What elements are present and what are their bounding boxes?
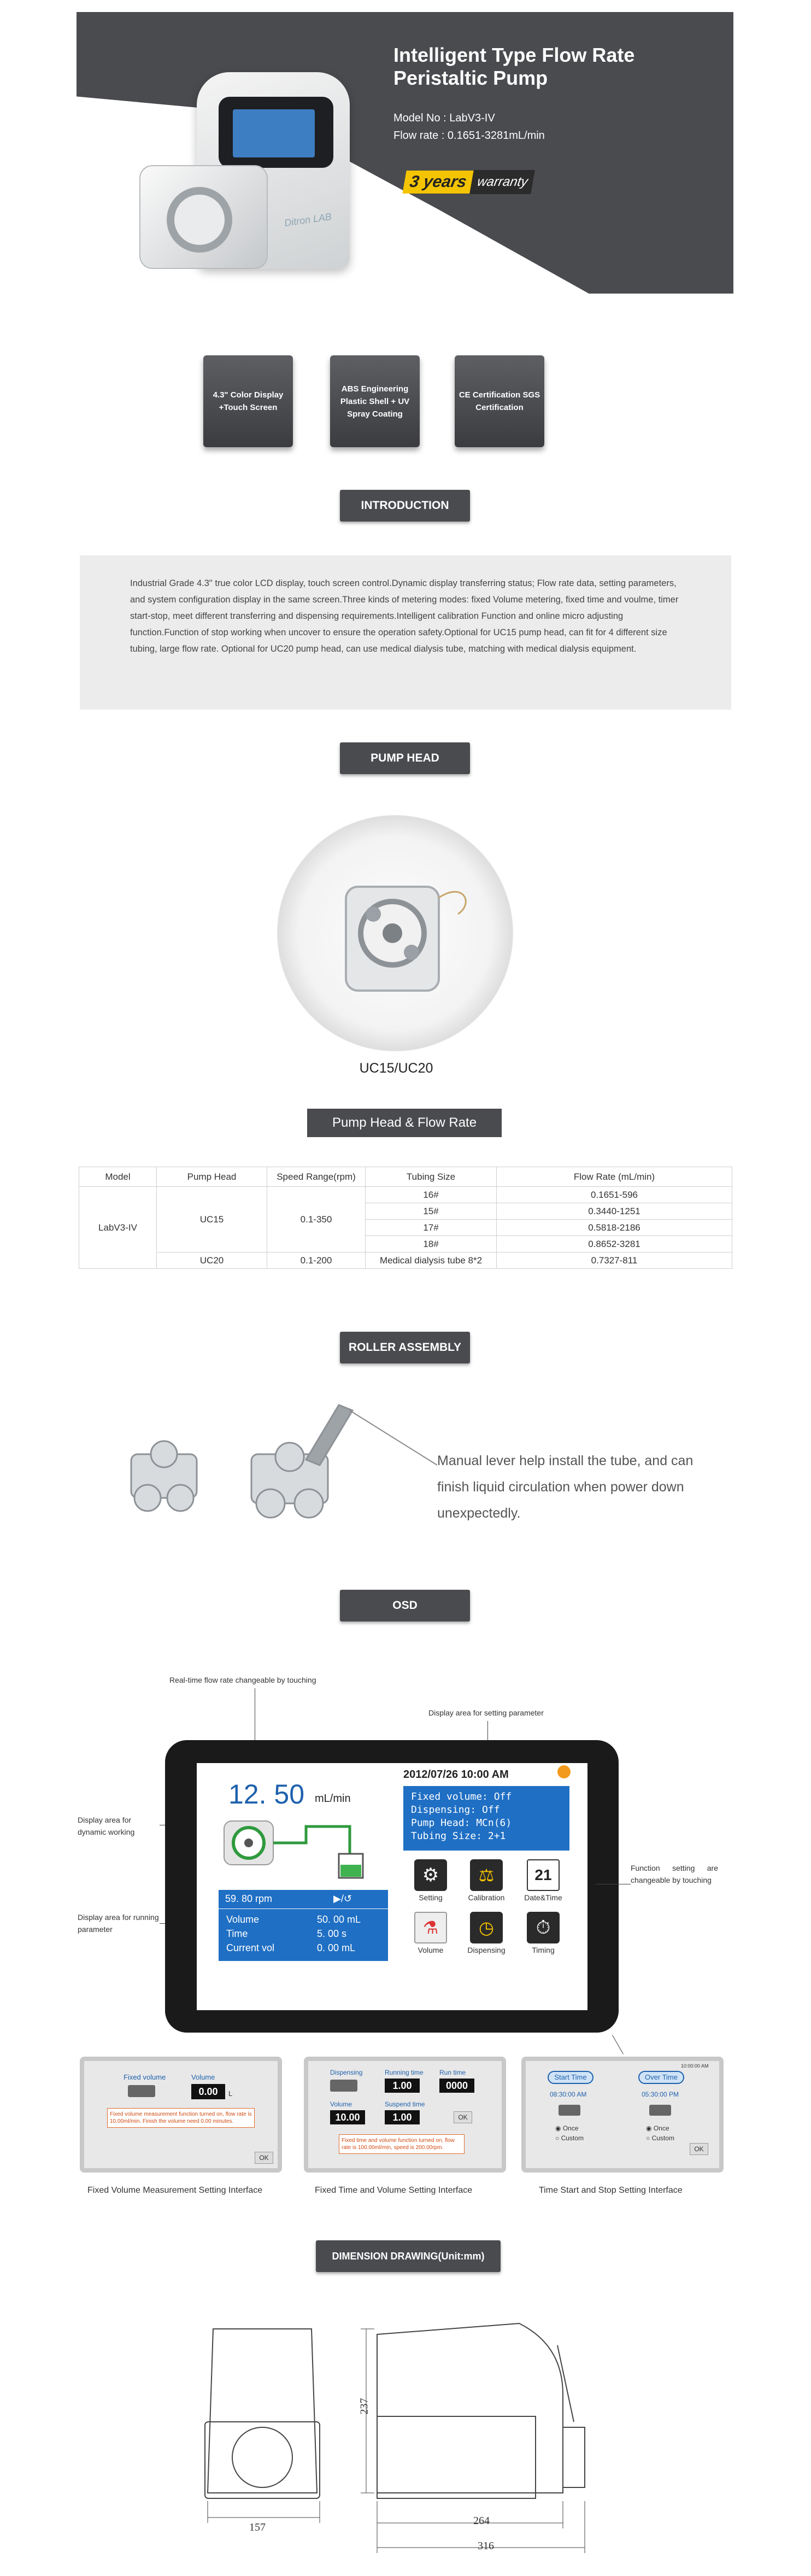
direction-icon[interactable]: ▶/↺ xyxy=(333,1893,352,1904)
cell-tubing: 16# xyxy=(366,1187,497,1203)
button-label: Dispensing xyxy=(467,1946,506,1954)
pump-head-label: UC15/UC20 xyxy=(359,1061,433,1076)
flow-rate-table xyxy=(79,1167,732,1269)
timer-icon: ⏱ xyxy=(527,1912,560,1943)
ok-button[interactable]: OK xyxy=(454,2111,472,2123)
option-label: Custom xyxy=(651,2134,674,2142)
section-pump-head-flow: Pump Head & Flow Rate xyxy=(307,1109,502,1137)
setting-button[interactable] xyxy=(404,1859,457,1902)
start-time-button[interactable]: Start Time xyxy=(548,2071,593,2084)
dynamic-pump-icon xyxy=(219,1810,388,1881)
iface-label: Fixed volume xyxy=(124,2073,166,2081)
note-setting: Display area for setting parameter xyxy=(428,1708,544,1717)
cell-flow: 0.5818-2186 xyxy=(497,1220,732,1236)
cell-tubing: Medical dialysis tube 8*2 xyxy=(366,1252,497,1269)
cell-flow: 0.8652-3281 xyxy=(497,1236,732,1252)
section-roller: ROLLER ASSEMBLY xyxy=(340,1332,470,1363)
note-running: Display area for running parameter xyxy=(78,1913,159,1934)
fixed-volume-interface xyxy=(80,2057,282,2173)
button-label: Setting xyxy=(419,1893,443,1902)
section-osd: OSD xyxy=(340,1590,470,1621)
iface-label: Run time xyxy=(439,2069,466,2076)
caption-fixed-time: Fixed Time and Volume Setting Interface xyxy=(315,2186,473,2195)
custom-option[interactable]: ○ Custom xyxy=(646,2134,674,2142)
button-label: Volume xyxy=(418,1946,444,1954)
toggle-switch[interactable] xyxy=(559,2105,580,2116)
cell-head-uc20: UC20 xyxy=(157,1252,267,1269)
clock-icon: ◷ xyxy=(470,1912,503,1943)
param-line: Fixed volume: Off xyxy=(411,1791,512,1802)
note-function: Function setting are changeable by touching xyxy=(631,1864,718,1884)
hero-banner xyxy=(77,12,733,294)
roller-assembly-image xyxy=(109,1389,437,1553)
timing-interface xyxy=(521,2057,724,2173)
warranty-badge xyxy=(402,168,536,196)
gear-icon: ⚙ xyxy=(414,1859,447,1891)
alarm-icon xyxy=(557,1765,571,1778)
section-pump-head: PUMP HEAD xyxy=(340,742,470,774)
iface-note: Fixed volume measurement function turned on, flow rate is 10.00ml/min. Finish the volume need 0.00 minutes. xyxy=(107,2108,255,2128)
device-rotor xyxy=(167,187,232,253)
feature-display: 4.3" Color Display +Touch Screen xyxy=(203,355,293,447)
volume-value[interactable]: 10.00 xyxy=(330,2110,365,2124)
datetime: 2012/07/26 10:00 AM xyxy=(403,1769,509,1781)
cell-tubing: 17# xyxy=(366,1220,497,1236)
suspend-time-value[interactable]: 1.00 xyxy=(385,2110,420,2124)
intro-text: Industrial Grade 4.3" true color LCD display, touch screen control.Dynamic display transferring status; Flow rate data, setting parameters, and system configuration display in the same screen.Three kinds of metering modes: fixed Volume metering, fixed time and voulme, timer start-stop, meet different transferring and dispensing requirements.Intelligent calibration Function and online micro adjusting function.Function of stop working when uncover to ensure the operation safety.Optional for UC15 pump head, can fit for 4 different size tubing, large flow rate. Optional for UC20 pump head, can use medical dialysis tube, matching with medical dialysis equipment. xyxy=(80,555,731,710)
flow-value[interactable]: 12. 50 xyxy=(228,1779,305,1810)
run-value: 5. 00 s xyxy=(317,1928,347,1939)
flow-unit: mL/min xyxy=(315,1793,351,1805)
button-label: Timing xyxy=(532,1946,555,1954)
pointer-line xyxy=(612,2035,624,2054)
cell-tubing: 15# xyxy=(366,1203,497,1220)
timing-button[interactable] xyxy=(517,1912,569,1954)
model-number: Model No : LabV3-IV xyxy=(393,112,495,124)
dim-height: 237 xyxy=(358,2398,371,2415)
toggle-switch[interactable] xyxy=(128,2085,155,2097)
iface-label: Volume xyxy=(330,2100,352,2108)
once-option[interactable]: ◉ Once xyxy=(646,2124,669,2132)
pump-head-image xyxy=(278,816,513,1051)
roller-description: Manual lever help install the tube, and can finish liquid circulation when power down unexpectedly. xyxy=(437,1453,694,1521)
param-line: Tubing Size: 2+1 xyxy=(411,1830,506,1842)
dispensing-button[interactable] xyxy=(460,1912,513,1954)
device-brand: Ditron LAB xyxy=(283,211,332,229)
iface-label: Suspend time xyxy=(385,2100,425,2108)
time-stamp: 10:00:00 AM xyxy=(681,2063,709,2069)
start-time-value: 08:30:00 AM xyxy=(550,2091,587,2098)
option-label: Once xyxy=(653,2124,669,2132)
ok-button[interactable]: OK xyxy=(255,2152,273,2164)
params-panel[interactable] xyxy=(403,1786,569,1851)
feature-certification: CE Certification SGS Certification xyxy=(455,355,544,447)
note-dynamic: Display area for dynamic working xyxy=(78,1816,135,1836)
warranty-years: 3 years xyxy=(402,171,474,194)
cell-flow: 0.3440-1251 xyxy=(497,1203,732,1220)
iface-label: Volume xyxy=(191,2073,215,2081)
volume-button[interactable] xyxy=(404,1912,457,1954)
iface-note: Fixed time and volume function turned on, flow rate is 100.00ml/min, speed is 200.00rpm. xyxy=(339,2134,465,2154)
button-label: Calibration xyxy=(468,1893,505,1902)
caption-fixed-volume: Fixed Volume Measurement Setting Interface xyxy=(87,2186,263,2195)
scale-icon: ⚖ xyxy=(470,1859,503,1891)
cell-tubing: 18# xyxy=(366,1236,497,1252)
cell-flow: 0.1651-596 xyxy=(497,1187,732,1203)
cell-head-uc15: UC15 xyxy=(157,1187,267,1252)
run-label: Current vol xyxy=(226,1942,275,1953)
cell-speed-uc15: 0.1-350 xyxy=(267,1187,366,1252)
datetime-button[interactable] xyxy=(517,1859,569,1902)
fixed-time-interface xyxy=(304,2057,506,2173)
run-time-value[interactable]: 0000 xyxy=(439,2079,474,2093)
dim-depth: 264 xyxy=(473,2515,490,2527)
table-header-row xyxy=(79,1167,732,1187)
table-row xyxy=(79,1187,732,1203)
calibration-button[interactable] xyxy=(460,1859,513,1902)
run-value: 50. 00 mL xyxy=(317,1914,361,1925)
table-row xyxy=(79,1252,732,1269)
divider xyxy=(219,1908,388,1909)
param-line: Pump Head: MCn(6) xyxy=(411,1817,512,1829)
calendar-icon: 21 xyxy=(527,1859,560,1891)
over-time-button[interactable]: Over Time xyxy=(638,2071,684,2084)
option-label: Custom xyxy=(561,2134,584,2142)
section-dimension: DIMENSION DRAWING(Unit:mm) xyxy=(316,2240,501,2272)
running-panel xyxy=(219,1890,388,1961)
iface-label: Dispensing xyxy=(330,2069,363,2076)
col-tubing: Tubing Size xyxy=(366,1167,497,1187)
caption-timing: Time Start and Stop Setting Interface xyxy=(539,2186,683,2195)
iface-label: Running time xyxy=(385,2069,424,2076)
rpm-value: 59. 80 rpm xyxy=(225,1893,273,1904)
pump-head-icon xyxy=(278,816,513,1051)
run-label: Volume xyxy=(226,1914,260,1925)
col-pump-head: Pump Head xyxy=(157,1167,267,1187)
run-label: Time xyxy=(226,1928,248,1939)
hero-title: Intelligent Type Flow Rate Peristaltic Pump xyxy=(393,44,635,89)
cell-model: LabV3-IV xyxy=(79,1187,157,1269)
ok-button[interactable]: OK xyxy=(690,2143,708,2155)
dim-front-width: 157 xyxy=(249,2521,266,2533)
toggle-switch[interactable] xyxy=(330,2080,357,2092)
col-flow-rate: Flow Rate (mL/min) xyxy=(497,1167,732,1187)
osd-screen xyxy=(197,1763,587,2010)
flow-rate: Flow rate : 0.1651-3281mL/min xyxy=(393,130,545,142)
volume-value[interactable]: 0.00 xyxy=(191,2084,225,2099)
beaker-icon: ⚗ xyxy=(414,1912,447,1943)
over-time-value: 05:30:00 PM xyxy=(642,2091,679,2098)
once-option[interactable]: ◉ Once xyxy=(555,2124,579,2132)
volume-unit: L xyxy=(228,2089,233,2098)
col-speed: Speed Range(rpm) xyxy=(267,1167,366,1187)
section-introduction: INTRODUCTION xyxy=(340,490,470,522)
device-screen xyxy=(233,109,315,157)
warranty-word: warranty xyxy=(470,170,536,194)
dim-total: 316 xyxy=(478,2540,494,2552)
note-realtime: Real-time flow rate changeable by touching xyxy=(169,1676,316,1684)
custom-option[interactable]: ○ Custom xyxy=(555,2134,584,2142)
toggle-switch[interactable] xyxy=(649,2105,671,2116)
button-label: Date&Time xyxy=(524,1893,562,1902)
feature-shell: ABS Engineering Plastic Shell + UV Spray Coating xyxy=(330,355,420,447)
cell-flow: 0.7327-811 xyxy=(497,1252,732,1269)
cell-speed-uc20: 0.1-200 xyxy=(267,1252,366,1269)
col-model: Model xyxy=(79,1167,157,1187)
param-line: Dispensing: Off xyxy=(411,1804,500,1816)
option-label: Once xyxy=(562,2124,579,2132)
run-value: 0. 00 mL xyxy=(317,1942,356,1953)
running-time-value[interactable]: 1.00 xyxy=(385,2079,420,2093)
hero-info xyxy=(393,109,545,144)
